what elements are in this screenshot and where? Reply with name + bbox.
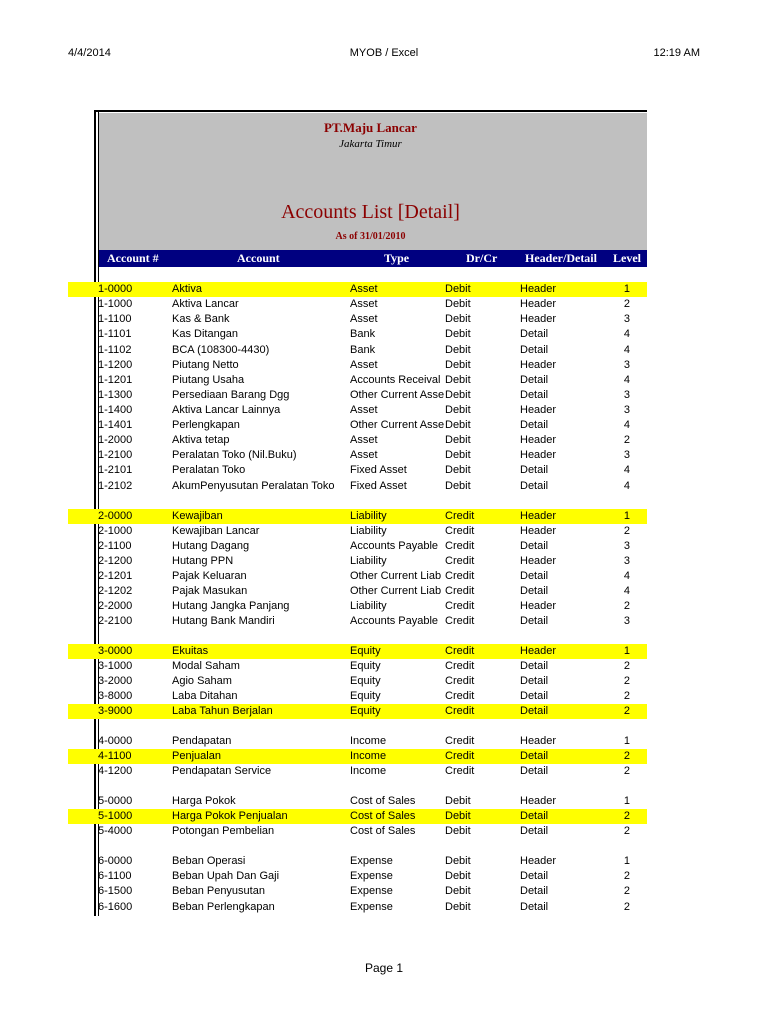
level-cell: 3 (623, 540, 630, 552)
drcr-cell: Credit (445, 660, 475, 672)
level-cell: 2 (623, 660, 630, 672)
header-detail-cell: Header (520, 359, 557, 371)
account-number-cell: 2-1100 (98, 540, 132, 552)
drcr-cell: Credit (445, 525, 475, 537)
table-row (68, 418, 647, 433)
account-name-cell: Pajak Keluaran (172, 570, 247, 582)
table-row (68, 900, 647, 915)
account-type-cell: Income (350, 750, 387, 762)
header-detail-cell: Detail (520, 344, 549, 356)
table-row (68, 869, 647, 884)
account-name-cell: Kewajiban (172, 510, 223, 522)
account-name-cell: Hutang PPN (172, 555, 234, 567)
level-cell: 3 (623, 404, 630, 416)
account-type-cell: Asset (350, 404, 378, 416)
account-type-cell: Accounts Receival (350, 374, 441, 386)
table-row (68, 854, 647, 869)
table-row (68, 433, 647, 448)
header-detail-cell: Detail (520, 870, 549, 882)
table-row (68, 674, 647, 689)
drcr-cell: Credit (445, 645, 475, 657)
header-detail-cell: Header (520, 510, 557, 522)
table-row (68, 569, 647, 584)
level-cell: 4 (623, 585, 630, 597)
account-number-cell: 6-1600 (98, 901, 133, 913)
account-type-cell: Accounts Payable (350, 540, 439, 552)
header-detail-cell: Header (520, 404, 557, 416)
drcr-cell: Debit (445, 389, 471, 401)
account-name-cell: Agio Saham (172, 675, 232, 687)
account-name-cell: Aktiva tetap (172, 434, 230, 446)
level-cell: 4 (623, 419, 630, 431)
header-detail-cell: Detail (520, 615, 549, 627)
drcr-cell: Debit (445, 885, 471, 897)
account-name-cell: Pajak Masukan (172, 585, 248, 597)
account-type-cell: Asset (350, 449, 378, 461)
report-date: As of 31/01/2010 (335, 231, 406, 242)
level-cell: 2 (623, 690, 630, 702)
account-number-cell: 3-2000 (98, 675, 133, 687)
level-cell: 3 (623, 389, 630, 401)
account-number-cell: 4-1100 (98, 750, 132, 762)
account-type-cell: Asset (350, 298, 378, 310)
col-header-account: Account (237, 251, 280, 265)
level-cell: 3 (623, 449, 630, 461)
account-name-cell: Hutang Dagang (172, 540, 250, 552)
account-type-cell: Fixed Asset (350, 480, 407, 492)
col-header-header-detail: Header/Detail (525, 251, 597, 265)
table-row (68, 794, 647, 809)
print-date: 4/4/2014 (68, 47, 111, 59)
account-type-cell: Cost of Sales (350, 795, 416, 807)
account-type-cell: Asset (350, 434, 378, 446)
account-name-cell: Hutang Jangka Panjang (172, 600, 290, 612)
header-detail-cell: Detail (520, 328, 549, 340)
column-header-row (99, 250, 647, 267)
drcr-cell: Debit (445, 825, 471, 837)
table-row (68, 749, 647, 764)
table-row (68, 809, 647, 824)
account-type-cell: Asset (350, 283, 378, 295)
account-type-cell: Expense (350, 855, 393, 867)
account-type-cell: Cost of Sales (350, 810, 416, 822)
account-name-cell: Piutang Netto (172, 359, 239, 371)
table-row (68, 312, 647, 327)
level-cell: 2 (623, 600, 630, 612)
header-detail-cell: Detail (520, 660, 549, 672)
report-title: Accounts List [Detail] (281, 201, 460, 223)
level-cell: 1 (623, 510, 630, 522)
account-name-cell: Potongan Pembelian (172, 825, 275, 837)
header-detail-cell: Detail (520, 480, 549, 492)
level-cell: 2 (623, 525, 630, 537)
account-name-cell: Harga Pokok (172, 795, 236, 807)
table-row (68, 764, 647, 779)
account-name-cell: Peralatan Toko (Nil.Buku) (172, 449, 297, 461)
header-detail-cell: Header (520, 313, 557, 325)
drcr-cell: Credit (445, 705, 475, 717)
table-row (68, 824, 647, 839)
level-cell: 2 (623, 675, 630, 687)
account-number-cell: 6-1500 (98, 885, 133, 897)
account-number-cell: 1-2102 (98, 480, 133, 492)
table-row (68, 659, 647, 674)
account-number-cell: 1-1401 (98, 419, 133, 431)
level-cell: 1 (623, 283, 630, 295)
account-name-cell: Peralatan Toko (172, 464, 246, 476)
account-number-cell: 4-1200 (98, 765, 133, 777)
account-type-cell: Income (350, 735, 387, 747)
drcr-cell: Credit (445, 540, 475, 552)
account-name-cell: Laba Tahun Berjalan (172, 705, 273, 717)
account-type-cell: Accounts Payable (350, 615, 439, 627)
account-type-cell: Bank (350, 344, 376, 356)
account-name-cell: Beban Perlengkapan (172, 901, 275, 913)
account-number-cell: 1-1100 (98, 313, 132, 325)
account-type-cell: Other Current Liab (350, 585, 442, 597)
level-cell: 2 (623, 434, 630, 446)
header-detail-cell: Header (520, 283, 557, 295)
header-detail-cell: Detail (520, 374, 549, 386)
account-number-cell: 1-2101 (98, 464, 133, 476)
account-name-cell: Beban Penyusutan (172, 885, 265, 897)
header-detail-cell: Detail (520, 690, 549, 702)
drcr-cell: Credit (445, 555, 475, 567)
account-name-cell: Aktiva Lancar (172, 298, 239, 310)
drcr-cell: Debit (445, 434, 471, 446)
header-detail-cell: Detail (520, 540, 549, 552)
account-type-cell: Liability (350, 525, 387, 537)
header-detail-cell: Header (520, 855, 557, 867)
account-name-cell: Ekuitas (172, 645, 209, 657)
account-name-cell: Persediaan Barang Dgg (172, 389, 290, 401)
drcr-cell: Credit (445, 585, 475, 597)
account-number-cell: 2-1200 (98, 555, 133, 567)
col-header-account-num: Account # (107, 251, 159, 265)
account-name-cell: Kas & Bank (172, 313, 230, 325)
header-detail-cell: Header (520, 735, 557, 747)
account-number-cell: 3-1000 (98, 660, 133, 672)
account-number-cell: 4-0000 (98, 735, 133, 747)
account-name-cell: BCA (108300-4430) (172, 344, 270, 356)
account-type-cell: Income (350, 765, 387, 777)
level-cell: 2 (623, 870, 630, 882)
account-type-cell: Liability (350, 555, 387, 567)
account-type-cell: Asset (350, 359, 378, 371)
account-number-cell: 5-4000 (98, 825, 133, 837)
drcr-cell: Credit (445, 570, 475, 582)
account-number-cell: 5-1000 (98, 810, 133, 822)
level-cell: 2 (623, 885, 630, 897)
account-number-cell: 1-1102 (98, 344, 132, 356)
header-detail-cell: Detail (520, 675, 549, 687)
level-cell: 4 (623, 480, 630, 492)
account-number-cell: 1-1101 (98, 328, 132, 340)
account-type-cell: Equity (350, 645, 381, 657)
header-detail-cell: Detail (520, 765, 549, 777)
account-number-cell: 1-1201 (98, 374, 133, 386)
account-name-cell: Pendapatan Service (172, 765, 272, 777)
header-detail-cell: Detail (520, 810, 549, 822)
account-name-cell: Beban Upah Dan Gaji (172, 870, 280, 882)
table-row (68, 539, 647, 554)
drcr-cell: Debit (445, 283, 471, 295)
drcr-cell: Credit (445, 735, 475, 747)
account-number-cell: 3-0000 (98, 645, 133, 657)
account-number-cell: 1-1200 (98, 359, 133, 371)
header-detail-cell: Header (520, 600, 557, 612)
account-number-cell: 2-2100 (98, 615, 133, 627)
header-detail-cell: Header (520, 555, 557, 567)
account-type-cell: Expense (350, 901, 393, 913)
drcr-cell: Debit (445, 901, 471, 913)
level-cell: 4 (623, 344, 630, 356)
company-name: PT.Maju Lancar (324, 120, 417, 135)
account-number-cell: 1-1400 (98, 404, 133, 416)
account-type-cell: Cost of Sales (350, 825, 416, 837)
table-row (68, 297, 647, 312)
level-cell: 1 (623, 735, 630, 747)
drcr-cell: Debit (445, 855, 471, 867)
account-type-cell: Expense (350, 870, 393, 882)
account-name-cell: Harga Pokok Penjualan (172, 810, 288, 822)
account-number-cell: 1-1000 (98, 298, 133, 310)
level-cell: 2 (623, 298, 630, 310)
level-cell: 3 (623, 555, 630, 567)
drcr-cell: Debit (445, 344, 471, 356)
account-number-cell: 1-2000 (98, 434, 133, 446)
account-type-cell: Equity (350, 660, 381, 672)
table-row (68, 358, 647, 373)
drcr-cell: Debit (445, 374, 471, 386)
account-type-cell: Other Current Asse (350, 389, 445, 401)
account-number-cell: 6-1100 (98, 870, 132, 882)
table-row (68, 734, 647, 749)
col-header-drcr: Dr/Cr (466, 251, 498, 265)
account-type-cell: Equity (350, 705, 381, 717)
header-detail-cell: Detail (520, 419, 549, 431)
level-cell: 2 (623, 750, 630, 762)
level-cell: 2 (623, 705, 630, 717)
level-cell: 4 (623, 464, 630, 476)
table-row (68, 554, 647, 569)
print-header (0, 47, 768, 61)
table-row (68, 327, 647, 342)
table-row (68, 509, 647, 524)
table-row (68, 403, 647, 418)
drcr-cell: Debit (445, 359, 471, 371)
account-name-cell: Kewajiban Lancar (172, 525, 260, 537)
header-detail-cell: Detail (520, 389, 549, 401)
header-detail-cell: Header (520, 449, 557, 461)
print-time: 12:19 AM (653, 47, 700, 59)
drcr-cell: Debit (445, 464, 471, 476)
table-row (68, 479, 647, 494)
header-detail-cell: Detail (520, 825, 549, 837)
header-detail-cell: Header (520, 298, 557, 310)
account-number-cell: 2-0000 (98, 510, 133, 522)
account-type-cell: Asset (350, 313, 378, 325)
table-row (68, 689, 647, 704)
account-number-cell: 2-1000 (98, 525, 133, 537)
print-title: MYOB / Excel (349, 47, 419, 59)
account-name-cell: Hutang Bank Mandiri (172, 615, 275, 627)
drcr-cell: Debit (445, 795, 471, 807)
account-name-cell: Penjualan (172, 750, 221, 762)
table-row (68, 463, 647, 478)
account-name-cell: Perlengkapan (172, 419, 240, 431)
sheet-border-top (94, 110, 647, 112)
col-header-type: Type (384, 251, 410, 265)
header-detail-cell: Detail (520, 585, 549, 597)
drcr-cell: Debit (445, 870, 471, 882)
account-name-cell: Beban Operasi (172, 855, 246, 867)
drcr-cell: Credit (445, 690, 475, 702)
account-number-cell: 1-1300 (98, 389, 133, 401)
table-row (68, 614, 647, 629)
drcr-cell: Debit (445, 810, 471, 822)
account-number-cell: 5-0000 (98, 795, 133, 807)
table-row (68, 524, 647, 539)
company-city: Jakarta Timur (339, 138, 402, 150)
drcr-cell: Debit (445, 313, 471, 325)
col-header-level: Level (613, 251, 641, 265)
table-row (68, 448, 647, 463)
account-name-cell: Modal Saham (172, 660, 240, 672)
account-type-cell: Fixed Asset (350, 464, 407, 476)
table-row (68, 282, 647, 297)
account-name-cell: AkumPenyusutan Peralatan Toko (172, 480, 335, 492)
table-row (68, 373, 647, 388)
account-name-cell: Laba Ditahan (172, 690, 238, 702)
level-cell: 3 (623, 359, 630, 371)
drcr-cell: Debit (445, 404, 471, 416)
level-cell: 3 (623, 313, 630, 325)
account-name-cell: Pendapatan (172, 735, 232, 747)
drcr-cell: Credit (445, 675, 475, 687)
account-type-cell: Expense (350, 885, 393, 897)
header-detail-cell: Detail (520, 464, 549, 476)
drcr-cell: Debit (445, 298, 471, 310)
account-type-cell: Equity (350, 675, 381, 687)
account-number-cell: 1-2100 (98, 449, 133, 461)
drcr-cell: Credit (445, 750, 475, 762)
drcr-cell: Credit (445, 600, 475, 612)
header-detail-cell: Header (520, 434, 557, 446)
account-number-cell: 2-2000 (98, 600, 133, 612)
table-row (68, 704, 647, 719)
table-row (68, 644, 647, 659)
account-type-cell: Bank (350, 328, 376, 340)
table-row (68, 388, 647, 403)
level-cell: 4 (623, 374, 630, 386)
header-detail-cell: Detail (520, 570, 549, 582)
header-detail-cell: Detail (520, 885, 549, 897)
header-detail-cell: Header (520, 795, 557, 807)
level-cell: 4 (623, 570, 630, 582)
account-name-cell: Aktiva Lancar Lainnya (172, 404, 281, 416)
table-row (68, 584, 647, 599)
header-detail-cell: Detail (520, 901, 549, 913)
account-type-cell: Liability (350, 600, 387, 612)
level-cell: 3 (623, 615, 630, 627)
drcr-cell: Debit (445, 419, 471, 431)
level-cell: 2 (623, 825, 630, 837)
account-type-cell: Other Current Asse (350, 419, 445, 431)
level-cell: 1 (623, 645, 630, 657)
account-number-cell: 3-9000 (98, 705, 133, 717)
drcr-cell: Credit (445, 510, 475, 522)
page-number: Page 1 (364, 961, 404, 975)
header-detail-cell: Header (520, 645, 557, 657)
header-detail-cell: Header (520, 525, 557, 537)
table-row (68, 343, 647, 358)
drcr-cell: Credit (445, 765, 475, 777)
drcr-cell: Debit (445, 328, 471, 340)
account-number-cell: 2-1202 (98, 585, 133, 597)
account-number-cell: 3-8000 (98, 690, 133, 702)
level-cell: 4 (623, 328, 630, 340)
account-number-cell: 2-1201 (98, 570, 133, 582)
table-row (68, 599, 647, 614)
account-type-cell: Liability (350, 510, 387, 522)
account-type-cell: Equity (350, 690, 381, 702)
level-cell: 2 (623, 765, 630, 777)
account-number-cell: 1-0000 (98, 283, 133, 295)
drcr-cell: Debit (445, 480, 471, 492)
level-cell: 1 (623, 855, 630, 867)
account-name-cell: Piutang Usaha (172, 374, 245, 386)
table-row (68, 884, 647, 899)
drcr-cell: Debit (445, 449, 471, 461)
account-type-cell: Other Current Liab (350, 570, 442, 582)
drcr-cell: Credit (445, 615, 475, 627)
header-detail-cell: Detail (520, 705, 549, 717)
header-detail-cell: Detail (520, 750, 549, 762)
account-name-cell: Aktiva (172, 283, 202, 295)
level-cell: 1 (623, 795, 630, 807)
account-name-cell: Kas Ditangan (172, 328, 239, 340)
account-number-cell: 6-0000 (98, 855, 133, 867)
level-cell: 2 (623, 810, 630, 822)
level-cell: 2 (623, 901, 630, 913)
